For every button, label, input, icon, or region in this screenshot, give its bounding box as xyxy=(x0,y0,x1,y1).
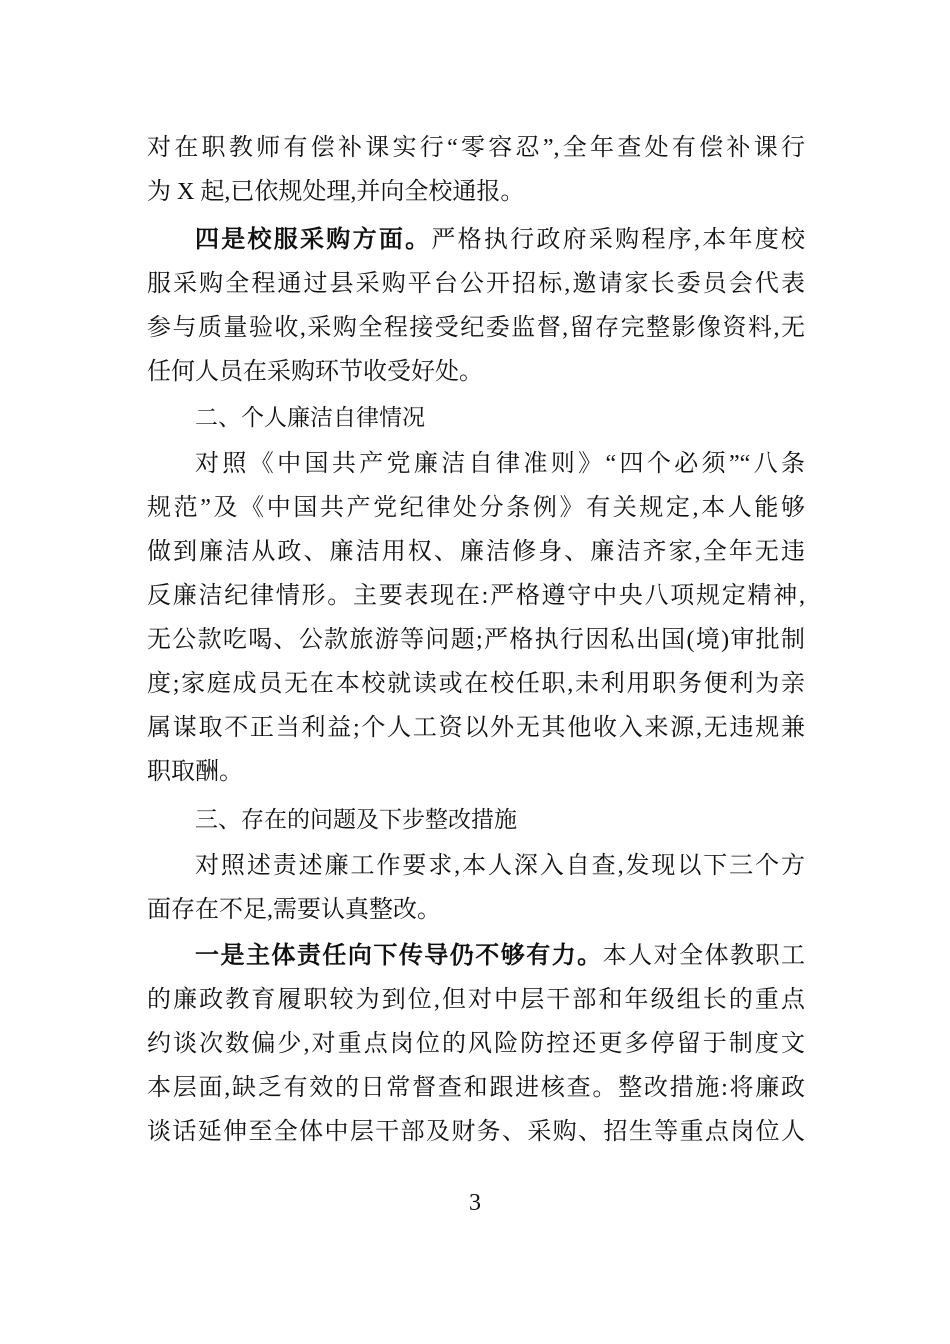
body-line: 服采购全程通过县采购平台公开招标,邀请家长委员会代表 xyxy=(147,271,805,297)
body-line: 对照《中国共产党廉洁自律准则》“四个必须”“八条 xyxy=(195,451,805,477)
body-line xyxy=(195,941,805,971)
body-line: 为 X 起,已依规处理,并向全校通报。 xyxy=(147,179,525,205)
page-number: 3 xyxy=(469,1190,481,1216)
bold-lead: 四是校服采购方面。 xyxy=(195,227,432,253)
body-line: 属谋取不正当利益;个人工资以外无其他收入来源,无违规兼 xyxy=(147,715,805,741)
body-line: 反廉洁纪律情形。主要表现在:严格遵守中央八项规定精神, xyxy=(147,583,805,609)
body-line: 约谈次数偏少,对重点岗位的风险防控还更多停留于制度文 xyxy=(147,1031,805,1057)
section-heading: 二、个人廉洁自律情况 xyxy=(195,405,425,431)
body-line: 职取酬。 xyxy=(147,759,243,785)
body-line: 规范”及《中国共产党纪律处分条例》有关规定,本人能够 xyxy=(147,495,805,521)
section-heading: 三、存在的问题及下步整改措施 xyxy=(195,807,517,833)
body-line: 面存在不足,需要认真整改。 xyxy=(147,897,441,923)
bold-lead: 一是主体责任向下传导仍不够有力。 xyxy=(195,943,603,969)
body-line: 本层面,缺乏有效的日常督查和跟进核查。整改措施:将廉政 xyxy=(147,1075,805,1101)
body-line: 对在职教师有偿补课实行“零容忍”,全年查处有偿补课行 xyxy=(147,135,805,161)
line-text: 本人对全体教职工 xyxy=(602,943,805,969)
body-line: 无公款吃喝、公款旅游等问题;严格执行因私出国(境)审批制 xyxy=(147,627,805,653)
body-line: 度;家庭成员无在本校就读或在校任职,未利用职务便利为亲 xyxy=(147,671,805,697)
body-line xyxy=(195,225,805,255)
body-line: 的廉政教育履职较为到位,但对中层干部和年级组长的重点 xyxy=(147,987,805,1013)
body-line: 做到廉洁从政、廉洁用权、廉洁修身、廉洁齐家,全年无违 xyxy=(147,539,805,565)
body-line: 任何人员在采购环节收受好处。 xyxy=(147,359,483,385)
body-line: 对照述责述廉工作要求,本人深入自查,发现以下三个方 xyxy=(195,853,805,879)
body-line: 谈话延伸至全体中层干部及财务、采购、招生等重点岗位人 xyxy=(147,1119,805,1145)
body-line: 参与质量验收,采购全程接受纪委监督,留存完整影像资料,无 xyxy=(147,315,805,341)
line-text: 严格执行政府采购程序,本年度校 xyxy=(431,227,805,253)
